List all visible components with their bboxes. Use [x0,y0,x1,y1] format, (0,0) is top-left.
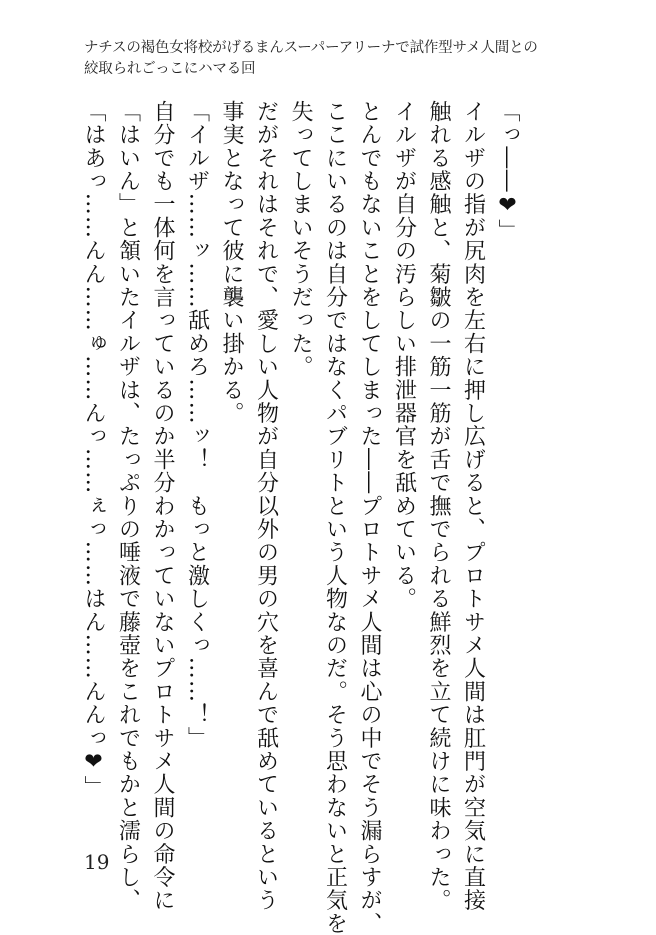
page-number: 19 [84,850,110,874]
text-column-2: イルザの指が尻肉を左右に押し広げると、プロトサメ人間は肛門が空気に直接 [460,100,486,912]
header-title-line-1: ナチスの褐色女将校がげるまんスーパーアリーナで試作型サメ人間との [84,40,538,56]
text-column-11: 自分でも一体何を言っているのか半分わかっていないプロトサメ人間の命令に [150,100,175,912]
text-column-5: とんでもないことをしてしまった――プロトサメ人間は心の中でそう漏らすが、 [357,100,382,935]
text-column-6: ここにいるのは自分ではなくパブリトという人物なのだ。そう思わないと正気を [322,100,348,935]
text-column-13: 「はあっ……んん……ゅ……んっ……ぇっ……はん……んんっ❤」 [81,100,106,799]
text-column-9: 事実となって彼に襲い掛かる。 [219,100,244,425]
text-column-3: 触れる感触と、菊皺の一筋一筋が舌で撫でられる鮮烈を立て続けに味わった。 [426,100,451,912]
text-column-4: イルザが自分の汚らしい排泄器官を舐めている。 [391,100,417,611]
text-column-8: だがそれはそれで、愛しい人物が自分以外の男の穴を喜んで舐めているという [253,100,279,912]
text-column-7: 失ってしまいそうだった。 [288,100,313,379]
header-title-line-2: 絞取られごっこにハマる回 [84,61,256,77]
running-header [84,38,604,80]
text-column-12: 「はいん」と頷いたイルザは、たっぷりの唾液で藤壺をこれでもかと濡らし、 [115,100,141,912]
text-column-10: 「イルザ……ッ……舐めろ……ッ！ もっと激しくっ……！」 [184,100,210,750]
text-column-1: 「っ――❤」 [495,100,520,243]
